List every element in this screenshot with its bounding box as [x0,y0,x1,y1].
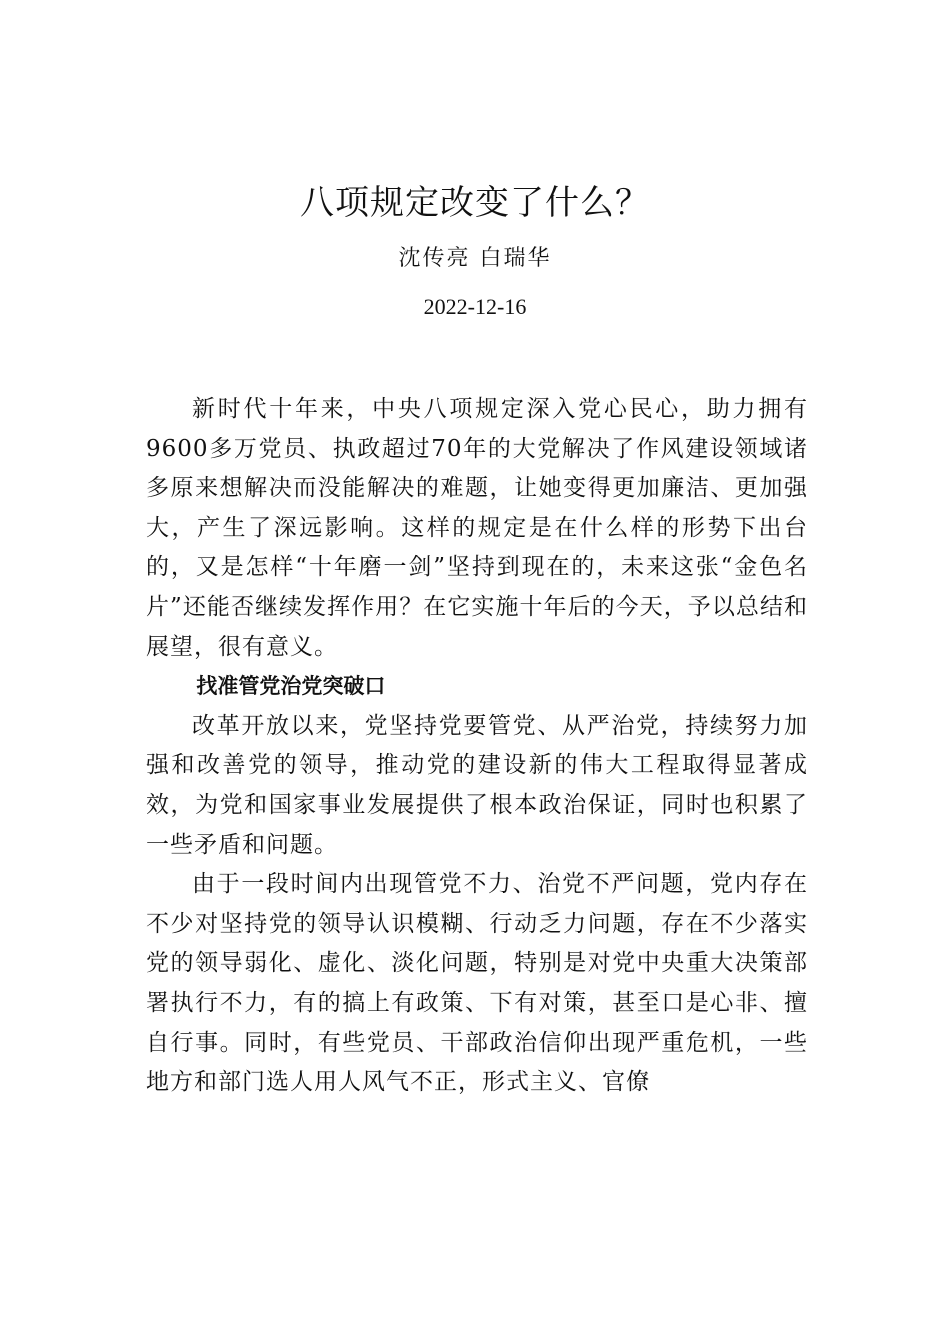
document-authors: 沈传亮 白瑞华 [398,246,552,271]
section-heading: 找准管党治党突破口 [196,674,386,699]
paragraph-intro: 新时代十年来，中央八项规定深入党心民心，助力拥有9600多万党员、执政超过70年的大党解决了作风建设领域诸多原来想解决而没能解决的难题，让她变得更加廉洁、更加强大，产生了深远影响。这样的规定是在什么样的形势下出台的，又是怎样“十年磨一剑”坚持到现在的，未来这张“金色名片”还能否继续发挥作用？在它实施十年后的今天，予以总结和展望，很有意义。 [146,396,808,660]
document-date: 2022-12-16 [423,294,527,319]
paragraph-problems: 由于一段时间内出现管党不力、治党不严问题，党内存在不少对坚持党的领导认识模糊、行动乏力问题，存在不少落实党的领导弱化、虚化、淡化问题，特别是对党中央重大决策部署执行不力，有的搞上有政策、下有对策，甚至口是心非、擅自行事。同时，有些党员、干部政治信仰出现严重危机，一些地方和部门选人用人风气不正，形式主义、官僚 [146,871,808,1096]
document-body [146,390,808,1103]
paragraph-reform: 改革开放以来，党坚持党要管党、从严治党，持续努力加强和改善党的领导，推动党的建设新的伟大工程取得显著成效，为党和国家事业发展提供了根本政治保证，同时也积累了一些矛盾和问题。 [146,712,808,858]
document-title: 八项规定改变了什么？ [300,183,650,223]
